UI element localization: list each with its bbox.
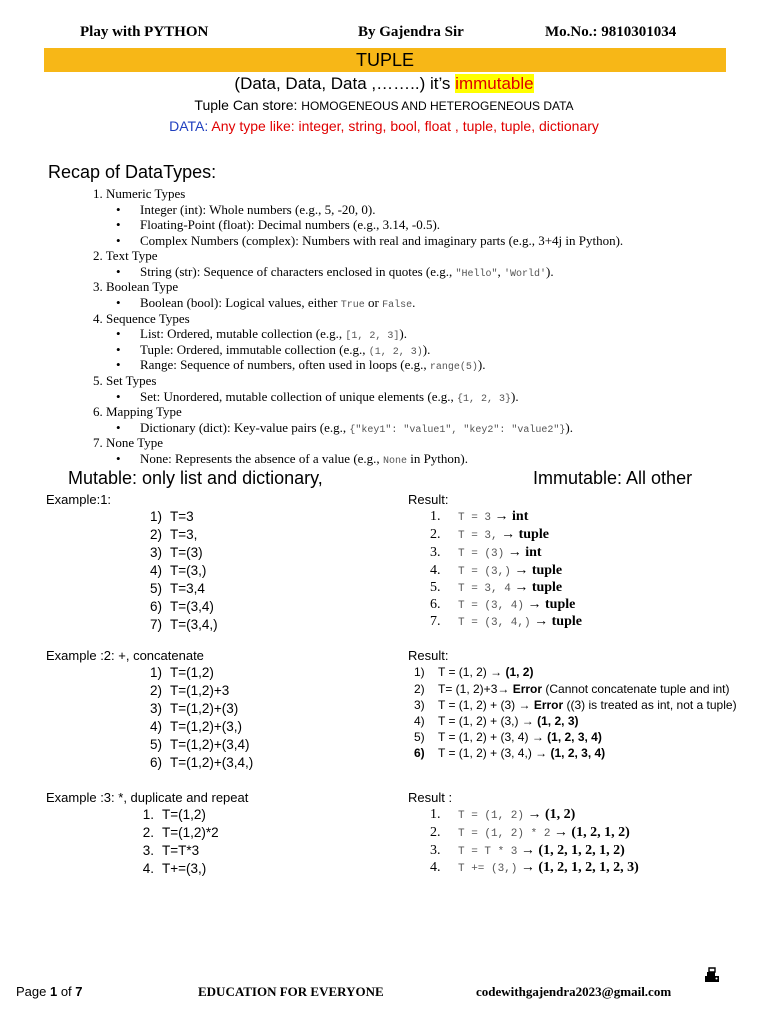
result-item: 2. T = (1, 2) * 2 → (1, 2, 1, 2): [430, 825, 630, 840]
result-item: 3) T = (1, 2) + (3) → Error ((3) is treated as int, not a tuple): [414, 698, 737, 712]
header-title: Play with PYTHON: [80, 24, 209, 40]
recap-heading: 6. Mapping Type: [93, 404, 182, 419]
recap-bullet: • String (str): Sequence of characters enclosed in quotes (e.g., "Hello", 'World').: [140, 264, 554, 280]
list-item: 6) T=(3,4): [149, 599, 214, 614]
recap-bullet: • Set: Unordered, mutable collection of unique elements (e.g., {1, 2, 3}).: [140, 389, 519, 405]
result-item: 2) T= (1, 2)+3→ Error (Cannot concatenate tuple and int): [414, 682, 730, 696]
result-item: 5) T = (1, 2) + (3, 4) → (1, 2, 3, 4): [414, 730, 602, 744]
list-item: 5) T=3,4: [149, 581, 205, 596]
result-item: 4. T += (3,) → (1, 2, 1, 2, 1, 2, 3): [430, 860, 639, 875]
result-item: 1. T = 3 → int: [430, 509, 529, 524]
example-1-title: Example:1:: [46, 492, 112, 507]
recap-bullet: • Range: Sequence of numbers, often used in loops (e.g., range(5)).: [140, 357, 486, 373]
list-item: 1) T=3: [149, 509, 194, 524]
page-number: Page 1 of 7: [16, 984, 83, 999]
list-item: 4) T=(3,): [149, 563, 207, 578]
list-item: 6) T=(1,2)+(3,4,): [149, 755, 254, 770]
result-item: 7. T = (3, 4,) → tuple: [430, 614, 582, 629]
result-item: 6. T = (3, 4) → tuple: [430, 597, 576, 612]
list-item: 3. T=T*3: [142, 843, 200, 858]
list-item: 1) T=(1,2): [149, 665, 214, 680]
list-item: 7) T=(3,4,): [149, 617, 218, 632]
recap-heading: 4. Sequence Types: [93, 311, 190, 326]
recap-heading: 1. Numeric Types: [93, 186, 186, 201]
list-item: 2) T=(1,2)+3: [149, 683, 230, 698]
list-item: 1. T=(1,2): [142, 807, 206, 822]
intro-line-2: Tuple Can store: HOMOGENEOUS AND HETEROGENEOUS DATA: [194, 97, 574, 113]
recap-heading: 2. Text Type: [93, 248, 158, 263]
result-item: 6) T = (1, 2) + (3, 4,) → (1, 2, 3, 4): [414, 746, 606, 760]
footer-email: codewithgajendra2023@gmail.com: [476, 984, 672, 999]
list-item: 3) T=(1,2)+(3): [149, 701, 239, 716]
mutable-heading: Mutable: only list and dictionary,: [68, 468, 323, 488]
header-phone: Mo.No.: 9810301034: [545, 24, 677, 40]
list-item: 3) T=(3): [149, 545, 203, 560]
result-item: 2. T = 3, → tuple: [430, 527, 549, 542]
recap-bullet: • None: Represents the absence of a value (e.g., None in Python).: [140, 451, 468, 467]
result-item: 3. T = T * 3 → (1, 2, 1, 2, 1, 2): [430, 843, 625, 858]
recap-bullet: • Boolean (bool): Logical values, either True or False.: [140, 295, 415, 311]
example-1-result-title: Result:: [408, 492, 449, 507]
printer-icon: [703, 966, 721, 984]
footer-slogan: EDUCATION FOR EVERYONE: [198, 984, 384, 999]
recap-bullet: • Complex Numbers (complex): Numbers with real and imaginary parts (e.g., 3+4j in Python).: [140, 233, 623, 249]
list-item: 4. T+=(3,): [142, 861, 207, 876]
result-item: 4. T = (3,) → tuple: [430, 563, 563, 578]
list-item: 5) T=(1,2)+(3,4): [149, 737, 250, 752]
recap-bullet: • Tuple: Ordered, immutable collection (e.g., (1, 2, 3)).: [140, 342, 430, 358]
example-2-result-title: Result:: [408, 648, 449, 663]
recap-heading: 7. None Type: [93, 435, 163, 450]
list-item: 2. T=(1,2)*2: [142, 825, 219, 840]
list-item: 2) T=3,: [149, 527, 198, 542]
example-3-title: Example :3: *, duplicate and repeat: [46, 790, 249, 805]
title-banner: TUPLE: [44, 48, 726, 72]
recap-bullet: • Integer (int): Whole numbers (e.g., 5, -20, 0).: [140, 202, 376, 218]
result-item: 4) T = (1, 2) + (3,) → (1, 2, 3): [414, 714, 579, 728]
intro-line-1: (Data, Data, Data ,……..) it’s immutable: [234, 74, 534, 93]
header-author: By Gajendra Sir: [358, 24, 464, 40]
immutable-heading: Immutable: All other: [533, 468, 693, 488]
recap-heading: 5. Set Types: [93, 373, 157, 388]
result-item: 1. T = (1, 2) → (1, 2): [430, 807, 576, 822]
example-2-title: Example :2: +, concatenate: [46, 648, 204, 663]
recap-bullet: • Floating-Point (float): Decimal numbers (e.g., 3.14, -0.5).: [140, 217, 440, 233]
example-3-result-title: Result :: [408, 790, 453, 805]
result-item: 5. T = 3, 4 → tuple: [430, 580, 563, 595]
result-item: 1) T = (1, 2) → (1, 2): [414, 665, 534, 679]
list-item: 4) T=(1,2)+(3,): [149, 719, 243, 734]
recap-heading: 3. Boolean Type: [93, 279, 179, 294]
immutable-highlight: immutable: [455, 74, 534, 93]
recap-bullet: • Dictionary (dict): Key-value pairs (e.g., {"key1": "value1", "key2": "value2"}).: [140, 420, 573, 436]
result-item: 3. T = (3) → int: [430, 545, 542, 560]
recap-title: Recap of DataTypes:: [48, 162, 217, 182]
intro-line-3: DATA: Any type like: integer, string, bool, float , tuple, tuple, dictionary: [169, 118, 599, 134]
recap-bullet: • List: Ordered, mutable collection (e.g., [1, 2, 3]).: [140, 326, 407, 342]
